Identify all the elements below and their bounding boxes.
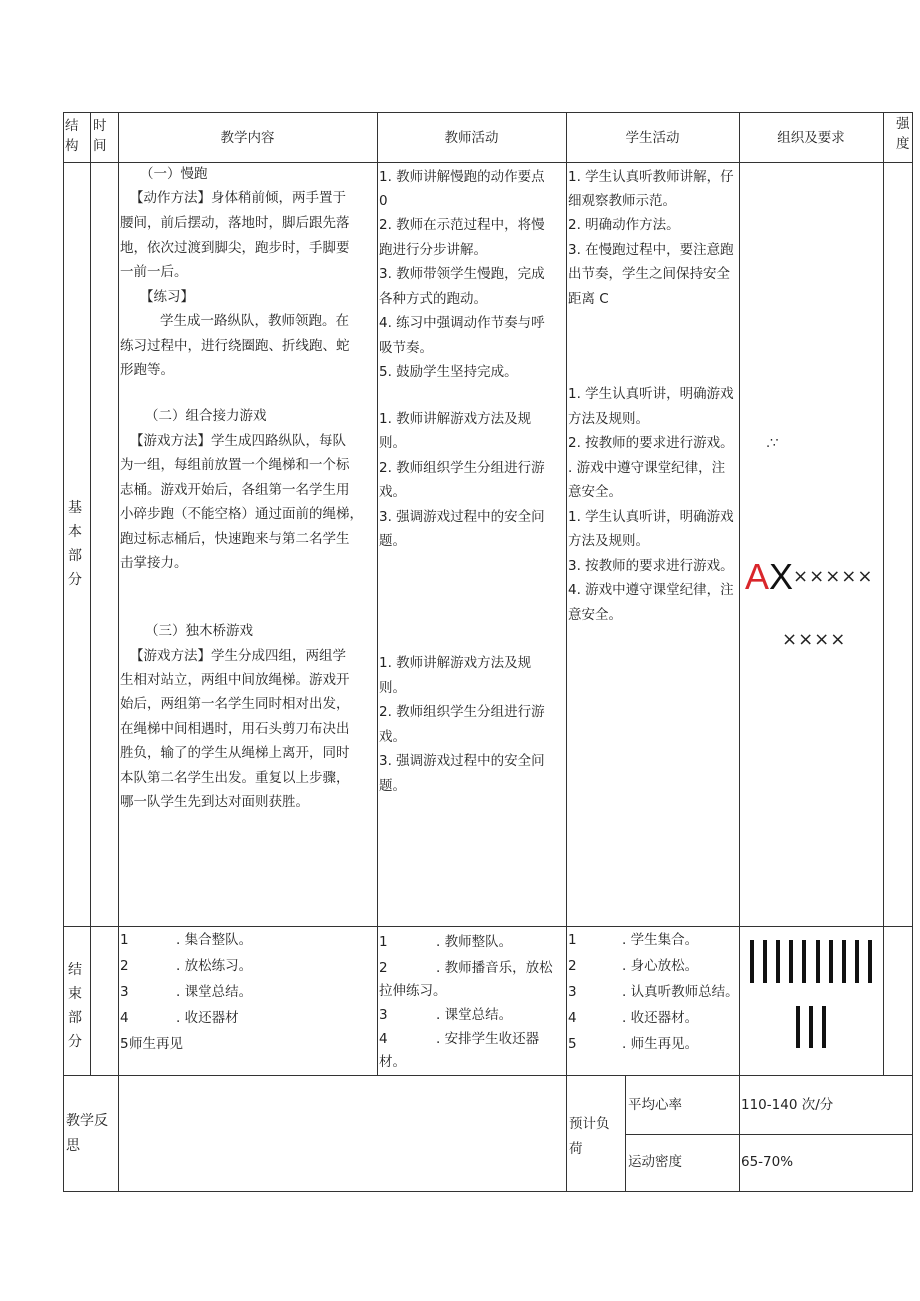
student-marker-row-2: ×××× [782,629,847,650]
content-line: 腰间，前后摆动，落地时，脚后跟先落 [120,215,350,231]
heart-rate-label: 平均心率 [628,1097,682,1113]
ending-student-text: . 师生再见。 [622,1036,699,1052]
student-line: 3. 按教师的要求进行游戏。 [568,558,734,574]
ending-teacher-num: 2 [379,960,388,976]
ending-content-num: 2 [120,958,129,974]
formation-bar [763,940,767,983]
formation-bar [842,940,846,983]
teacher-line: 3. 强调游戏过程中的安全问 [379,753,545,769]
teacher-line: 1. 教师讲解游戏方法及规 [379,411,532,427]
content-line: 【游戏方法】学生分成四组，两组学 [130,648,346,664]
teacher-line: 各种方式的跑动。 [379,291,487,307]
ending-content-text: . 课堂总结。 [176,984,253,1000]
teacher-line: 1. 教师讲解慢跑的动作要点 [379,169,545,185]
content-line: 地，依次过渡到脚尖，跑步时，手脚要 [120,240,350,256]
heart-rate-value: 110-140 次/分 [741,1097,834,1113]
content-line: 【练习】 [140,289,194,305]
header-content: 教学内容 [220,130,275,146]
student-line: 意安全。 [568,607,622,623]
student-line: 1. 学生认真听讲，明确游戏 [568,386,734,402]
col-divider-structure [90,112,91,1076]
content-line: （二）组合接力游戏 [145,408,267,424]
ending-teacher-num: 1 [379,934,388,950]
content-line: 学生成一路纵队，教师领跑。在 [160,313,349,329]
content-line: 哪一队学生先到达对面则获胜。 [120,794,309,810]
col-divider-content [377,112,378,1076]
teacher-line: 0 [379,193,388,209]
density-label: 运动密度 [628,1154,682,1170]
ending-content-text: 师生再见 [129,1036,183,1052]
ending-content-text: . 放松练习。 [176,958,253,974]
formation-bar [868,940,872,983]
ending-content-text: . 收还器材 [176,1010,239,1026]
student-line: 出节奏，学生之间保持安全 [568,266,730,282]
ending-teacher-text: . 安排学生收还器 [436,1031,540,1047]
table-left-border [63,112,64,1192]
teacher-line: 4. 练习中强调动作节奏与呼 [379,315,545,331]
teacher-line: 则。 [379,680,406,696]
header-teacher: 教师活动 [444,130,499,146]
teacher-line: 戏。 [379,484,406,500]
content-line: 生相对站立，两组中间放绳梯。游戏开 [120,672,350,688]
col-divider-teacher [566,112,567,1192]
ending-content-text: . 集合整队。 [176,932,253,948]
student-line: 1. 学生认真听教师讲解，仔 [568,169,734,185]
ending-teacher-num: 3 [379,1007,388,1023]
ending-content-num: 4 [120,1010,129,1026]
header-student: 学生活动 [625,130,680,146]
formation-dots: .∵ [766,436,779,451]
content-line: 本队第二名学生出发。重复以上步骤， [120,770,350,786]
ending-teacher-text: . 教师播音乐，放松 [436,960,553,976]
student-marker-x: X [769,556,794,597]
student-line: . 游戏中遵守课堂纪律，注 [568,460,726,476]
teacher-line: 吸节奏。 [379,340,433,356]
formation-bar [855,940,859,983]
ending-bottom-border [63,1075,913,1076]
ending-student-text: . 身心放松。 [622,958,699,974]
table-right-border [912,112,913,1192]
formation-bar [809,1006,813,1048]
teacher-line: 1. 教师讲解游戏方法及规 [379,655,532,671]
ending-content-num: 1 [120,932,129,948]
col-divider-time [118,112,119,1192]
student-marker-row: ××××× [793,566,874,587]
formation-bar [796,1006,800,1048]
formation-bar [802,940,806,983]
student-line: 3. 在慢跑过程中，要注意跑 [568,242,734,258]
teacher-line: 则。 [379,435,406,451]
teacher-line: 2. 教师组织学生分组进行游 [379,704,545,720]
teacher-line: 题。 [379,533,406,549]
col-divider-org [883,112,884,1076]
formation-bar [829,940,833,983]
ending-teacher-num: 4 [379,1031,388,1047]
content-line: 小碎步跑（不能空格）通过面前的绳梯， [120,506,363,522]
teacher-line: 2. 教师组织学生分组进行游 [379,460,545,476]
formation-bar [789,940,793,983]
formation-bar [816,940,820,983]
student-line: 距离 C [568,291,609,307]
ending-teacher-text: 拉伸练习。 [379,983,447,999]
teacher-marker: A [745,556,770,597]
ending-teacher-text: 材。 [379,1054,406,1070]
content-line: 【动作方法】身体稍前倾，两手置于 [130,190,346,206]
ending-student-num: 2 [568,958,577,974]
teacher-formation-row [745,555,873,599]
ending-student-num: 5 [568,1036,577,1052]
student-line: 2. 明确动作方法。 [568,217,680,233]
student-line: 1. 学生认真听讲，明确游戏 [568,509,734,525]
student-line: 方法及规则。 [568,411,649,427]
content-line: 为一组，每组前放置一个绳梯和一个标 [120,457,350,473]
ending-student-num: 3 [568,984,577,1000]
table-bottom-border [63,1191,913,1192]
content-line: 击掌接力。 [120,555,188,571]
formation-bar [750,940,754,983]
teacher-line: 题。 [379,778,406,794]
student-line: 4. 游戏中遵守课堂纪律，注 [568,582,734,598]
content-line: 跑过标志桶后，快速跑来与第二名学生 [120,531,350,547]
teacher-line: 戏。 [379,729,406,745]
header-structure: 结 构 [65,118,79,154]
ending-label: 结 束 部 分 [68,962,82,1050]
ending-content-num: 5 [120,1036,129,1052]
content-line: 胜负，输了的学生从绳梯上离开，同时 [120,745,350,761]
basic-label: 基 本 部 分 [68,500,82,588]
teacher-line: 5. 鼓励学生坚持完成。 [379,364,518,380]
ending-teacher-text: . 教师整队。 [436,934,513,950]
table-top-border [63,112,913,113]
ending-student-text: . 学生集合。 [622,932,699,948]
content-line: 形跑等。 [120,362,174,378]
content-line: （一）慢跑 [140,166,208,182]
col-divider-load [625,1075,626,1192]
teacher-line: 3. 强调游戏过程中的安全问 [379,509,545,525]
header-time: 时 间 [93,118,107,154]
ending-student-text: . 认真听教师总结。 [622,984,739,1000]
basic-bottom-border [63,926,913,927]
density-value: 65-70% [741,1154,794,1170]
teacher-line: 3. 教师带领学生慢跑，完成 [379,266,545,282]
student-line: 意安全。 [568,484,622,500]
student-line: 方法及规则。 [568,533,649,549]
header-intensity: 强 度 [896,116,910,152]
ending-student-num: 1 [568,932,577,948]
ending-content-num: 3 [120,984,129,1000]
col-divider-student [739,112,740,1192]
load-label: 预计负 荷 [569,1116,610,1157]
reflection-label: 教学反 思 [66,1113,108,1154]
content-line: （三）独木桥游戏 [145,623,253,639]
ending-student-text: . 收还器材。 [622,1010,699,1026]
ending-student-num: 4 [568,1010,577,1026]
header-org: 组织及要求 [777,130,845,146]
teacher-line: 跑进行分步讲解。 [379,242,487,258]
content-line: 【游戏方法】学生成四路纵队，每队 [130,433,346,449]
content-line: 一前一后。 [120,264,188,280]
load-divider [625,1134,913,1135]
formation-bar [776,940,780,983]
content-line: 练习过程中，进行绕圈跑、折线跑、蛇 [120,338,350,354]
content-line: 在绳梯中间相遇时，用石头剪刀布决出 [120,721,350,737]
content-line: 始后，两组第一名学生同时相对出发， [120,696,350,712]
student-line: 细观察教师示范。 [568,193,676,209]
formation-bar [822,1006,826,1048]
teacher-line: 2. 教师在示范过程中，将慢 [379,217,545,233]
student-line: 2. 按教师的要求进行游戏。 [568,435,734,451]
ending-teacher-text: . 课堂总结。 [436,1007,513,1023]
content-line: 志桶。游戏开始后，各组第一名学生用 [120,482,350,498]
